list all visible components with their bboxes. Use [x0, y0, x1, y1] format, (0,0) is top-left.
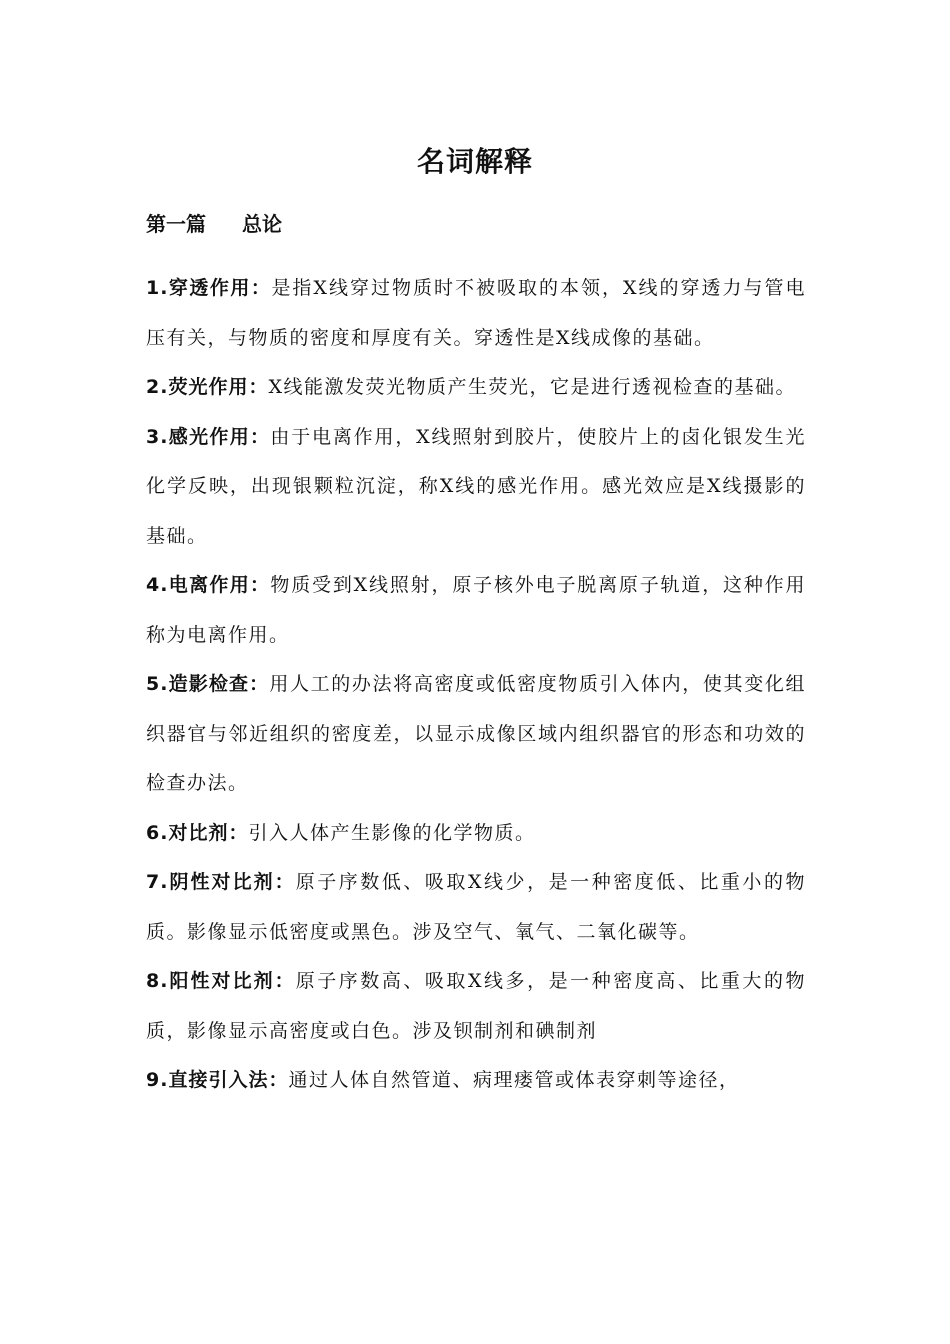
term-definition: 是指X线穿过物质时不被吸取的本领，X线的穿透力与管电压有关，与物质的密度和厚度有关。穿透性是X线成像的基础。 [146, 277, 806, 349]
term-label: 9.直接引入法： [146, 1069, 289, 1091]
term-item [146, 858, 806, 957]
term-definition: X线能激发荧光物质产生荧光，它是进行透视检查的基础。 [268, 376, 796, 398]
term-label: 5.造影检查： [146, 673, 270, 695]
document-title: 名词解释 [416, 145, 533, 178]
section-heading [146, 208, 282, 237]
term-item [146, 363, 806, 413]
term-definition: 引入人体产生影像的化学物质。 [248, 821, 536, 844]
term-definition: 用人工的办法将高密度或低密度物质引入体内，使其变化组织器官与邻近组织的密度差，以显示成像区域内组织器官的形态和功效的检查办法。 [146, 673, 806, 794]
section-name: 总论 [242, 212, 282, 236]
term-item [146, 660, 806, 809]
term-label: 8.阳性对比剂： [146, 970, 296, 992]
term-list [146, 264, 806, 1106]
term-label: 3.感光作用： [146, 425, 271, 448]
term-label: 1.穿透作用： [146, 277, 272, 299]
term-item [146, 957, 806, 1056]
term-definition: 通过人体自然管道、病理瘘管或体表穿刺等途径， [288, 1069, 740, 1091]
section-part: 第一篇 [146, 212, 206, 236]
term-definition: 物质受到X线照射，原子核外电子脱离原子轨道，这种作用称为电离作用。 [146, 574, 806, 646]
term-item [146, 1056, 806, 1106]
term-definition: 由于电离作用，X线照射到胶片，使胶片上的卤化银发生光化学反映，出现银颗粒沉淀，称X线的感光作用。感光效应是X线摄影的基础。 [146, 425, 806, 547]
term-label: 4.电离作用： [146, 574, 271, 596]
term-item [146, 809, 806, 859]
term-item [146, 413, 806, 562]
term-label: 2.荧光作用： [146, 376, 269, 398]
term-label: 6.对比剂： [146, 821, 249, 844]
term-item [146, 264, 806, 363]
term-item [146, 561, 806, 660]
term-definition: 原子序数低、吸取X线少，是一种密度低、比重小的物质。影像显示低密度或黑色。涉及空气、氧气、二氧化碳等。 [146, 871, 806, 943]
term-label: 7.阴性对比剂： [146, 871, 296, 893]
term-definition: 原子序数高、吸取X线多，是一种密度高、比重大的物质，影像显示高密度或白色。涉及钡制剂和碘制剂 [146, 970, 806, 1042]
